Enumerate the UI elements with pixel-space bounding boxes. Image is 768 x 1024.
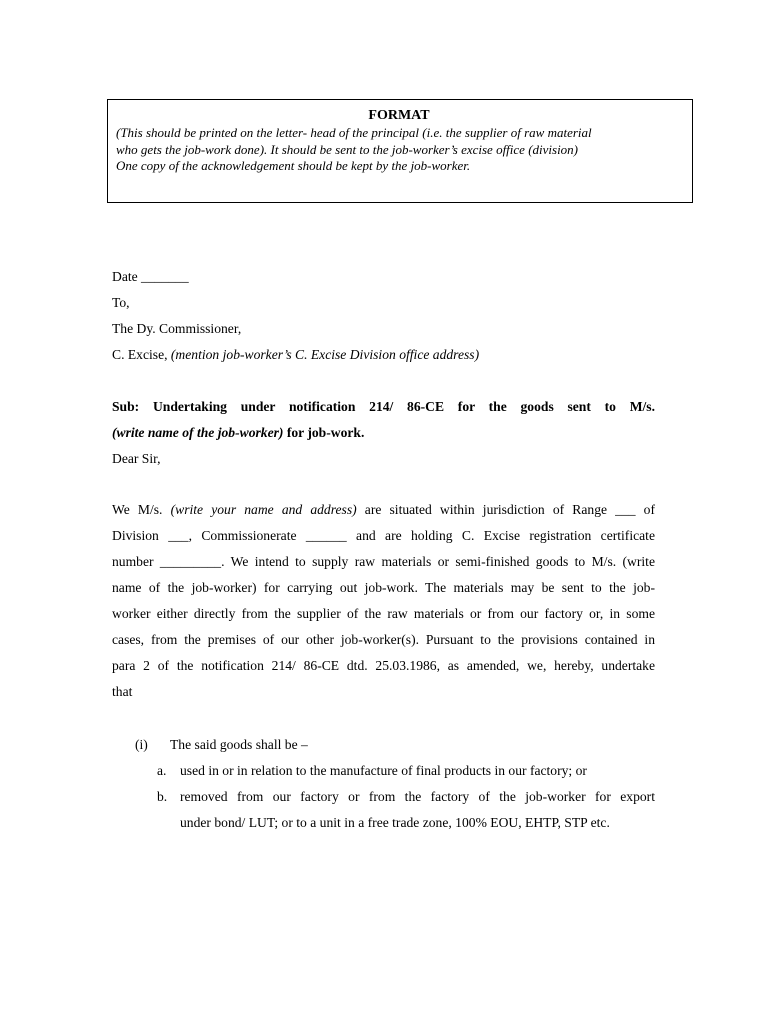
body-placeholder: (write your name and address) bbox=[170, 502, 357, 517]
body-last-line: that bbox=[112, 684, 133, 699]
format-note-line: (This should be printed on the letter- head of the principal (i.e. the supplier of raw material bbox=[116, 125, 592, 140]
format-title: FORMAT bbox=[368, 108, 430, 123]
to-line: To, bbox=[112, 295, 130, 310]
addressee-line: The Dy. Commissioner, bbox=[112, 321, 242, 336]
sub-item-b-line-2: under bond/ LUT; or to a unit in a free trade zone, 100% EOU, EHTP, STP etc. bbox=[180, 815, 610, 830]
body-prefix: We M/s. bbox=[112, 502, 171, 517]
body-line: number _________. We intend to supply raw materials or semi-finished goods to M/s. (write bbox=[112, 554, 655, 569]
body-line: cases, from the premises of our other job-worker(s). Pursuant to the provisions contained in bbox=[112, 632, 655, 647]
format-note-line: who gets the job-work done). It should be sent to the job-worker’s excise office (division) bbox=[116, 141, 579, 157]
sub-item-b-line-1: removed from our factory or from the factory of the job-worker for export bbox=[180, 789, 655, 804]
subject-rest: for job-work. bbox=[283, 425, 365, 440]
format-note-line: One copy of the acknowledgement should be kept by the job-worker. bbox=[116, 158, 471, 173]
body-rest: are situated within jurisdiction of Range ___ of bbox=[356, 502, 655, 517]
excise-placeholder: (mention job-worker’s C. Excise Division office address) bbox=[170, 347, 480, 362]
body-line: para 2 of the notification 214/ 86-CE dtd. 25.03.1986, as amended, we, hereby, undertake bbox=[112, 658, 655, 673]
excise-prefix: C. Excise, bbox=[112, 347, 171, 362]
format-box bbox=[107, 99, 693, 203]
excise-address-line bbox=[112, 345, 479, 365]
sub-item-a-text: used in or in relation to the manufacture of final products in our factory; or bbox=[180, 763, 587, 778]
sub-item-a-marker: a. bbox=[157, 763, 167, 778]
body-line-1 bbox=[112, 500, 655, 520]
list-item-marker: (i) bbox=[135, 737, 148, 752]
subject-line-2 bbox=[112, 423, 364, 443]
subject-placeholder: (write name of the job-worker) bbox=[112, 425, 284, 440]
body-line: Division ___, Commissionerate ______ and are holding C. Excise registration certificate bbox=[112, 528, 655, 543]
salutation: Dear Sir, bbox=[112, 451, 161, 466]
list-item-text: The said goods shall be – bbox=[170, 737, 308, 752]
date-line: Date _______ bbox=[112, 269, 189, 284]
body-line: worker either directly from the supplier of the raw materials or from our factory or, in some bbox=[112, 606, 655, 621]
sub-item-b-marker: b. bbox=[157, 789, 168, 804]
body-line: name of the job-worker) for carrying out job-work. The materials may be sent to the job- bbox=[112, 580, 655, 595]
subject-line-1: Sub: Undertaking under notification 214/ 86-CE for the goods sent to M/s. bbox=[112, 399, 655, 414]
